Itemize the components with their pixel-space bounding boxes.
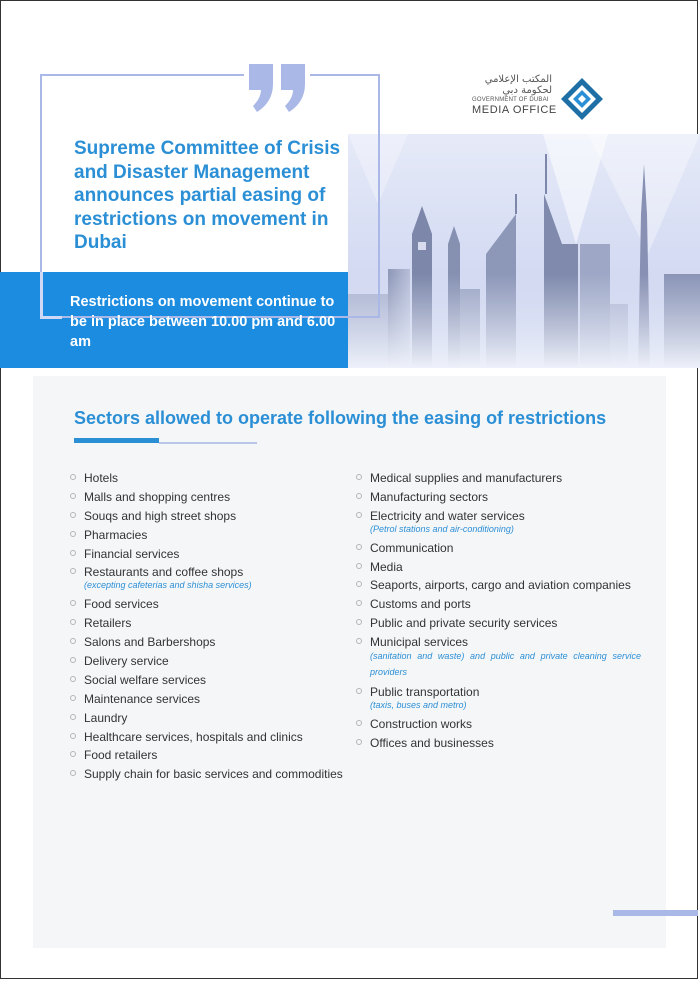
sector-item bbox=[70, 616, 350, 630]
circle-bullet-icon bbox=[70, 770, 76, 776]
sector-label: Food retailers bbox=[84, 748, 158, 763]
sector-item bbox=[70, 654, 350, 668]
circle-bullet-icon bbox=[70, 550, 76, 556]
sector-label: Electricity and water services bbox=[370, 508, 525, 523]
sector-label: Media bbox=[370, 559, 403, 574]
circle-bullet-icon bbox=[356, 720, 362, 726]
sector-label: Healthcare services, hospitals and clinics bbox=[84, 729, 303, 744]
sector-label: Supply chain for basic services and commodities bbox=[84, 767, 343, 782]
sector-item bbox=[356, 717, 641, 731]
sector-item bbox=[356, 616, 641, 630]
circle-bullet-icon bbox=[70, 733, 76, 739]
quote-icon bbox=[247, 62, 309, 114]
sector-item bbox=[70, 547, 350, 561]
logo-arabic-line1: المكتب الإعلامي bbox=[484, 74, 552, 85]
sector-label: Public and private security services bbox=[370, 616, 558, 631]
sectors-heading: Sectors allowed to operate following the easing of restrictions bbox=[74, 408, 607, 428]
sectors-list-left bbox=[70, 471, 350, 786]
circle-bullet-icon bbox=[70, 751, 76, 757]
sector-label: Municipal services bbox=[370, 635, 469, 650]
banner-frame-line-horizontal bbox=[40, 316, 62, 319]
sector-item bbox=[70, 509, 350, 523]
sector-label: Maintenance services bbox=[84, 691, 201, 706]
sector-item bbox=[356, 541, 641, 555]
sector-label: Offices and businesses bbox=[370, 735, 494, 750]
logo-government-text: GOVERNMENT OF DUBAI bbox=[472, 97, 549, 103]
circle-bullet-icon bbox=[356, 619, 362, 625]
sector-note: (taxis, buses and metro) bbox=[370, 700, 467, 711]
circle-bullet-icon bbox=[70, 600, 76, 606]
circle-bullet-icon bbox=[70, 638, 76, 644]
circle-bullet-icon bbox=[356, 544, 362, 550]
logo-media-office-text: MEDIA OFFICE bbox=[472, 104, 557, 116]
circle-bullet-icon bbox=[356, 638, 362, 644]
sector-item bbox=[356, 597, 641, 611]
heading-underline-thin bbox=[159, 442, 257, 444]
sector-item bbox=[70, 528, 350, 542]
sectors-list-right bbox=[356, 471, 641, 755]
circle-bullet-icon bbox=[356, 512, 362, 518]
sector-item bbox=[356, 685, 641, 712]
logo-arabic-text bbox=[472, 74, 552, 96]
circle-bullet-icon bbox=[356, 493, 362, 499]
circle-bullet-icon bbox=[70, 619, 76, 625]
sector-label: Malls and shopping centres bbox=[84, 489, 231, 504]
sector-item bbox=[70, 748, 350, 762]
sector-label: Food services bbox=[84, 597, 159, 612]
sector-item bbox=[356, 635, 641, 680]
sector-label: Customs and ports bbox=[370, 597, 471, 612]
circle-bullet-icon bbox=[70, 493, 76, 499]
diamond-logo-icon bbox=[560, 77, 604, 121]
sector-label: Seaports, airports, cargo and aviation companies bbox=[370, 578, 631, 593]
circle-bullet-icon bbox=[70, 568, 76, 574]
sector-item bbox=[70, 767, 350, 781]
sector-label: Social welfare services bbox=[84, 672, 207, 687]
sector-item bbox=[356, 490, 641, 504]
circle-bullet-icon bbox=[356, 474, 362, 480]
sector-label: Medical supplies and manufacturers bbox=[370, 471, 563, 485]
sector-item bbox=[70, 597, 350, 611]
banner-frame-line bbox=[40, 272, 43, 318]
city-skyline-image bbox=[348, 134, 700, 368]
sector-label: Communication bbox=[370, 540, 454, 555]
sector-item bbox=[70, 635, 350, 649]
sector-item bbox=[356, 509, 641, 536]
sector-item bbox=[356, 471, 641, 485]
circle-bullet-icon bbox=[70, 474, 76, 480]
sector-note: (excepting cafeterias and shisha services) bbox=[84, 580, 252, 591]
circle-bullet-icon bbox=[356, 600, 362, 606]
banner-text: Restrictions on movement continue to be in place between 10.00 pm and 6.00 am bbox=[70, 294, 336, 350]
sector-item bbox=[70, 490, 350, 504]
sector-item bbox=[356, 578, 641, 592]
sector-label: Souqs and high street shops bbox=[84, 508, 237, 523]
circle-bullet-icon bbox=[70, 512, 76, 518]
sector-label: Public transportation bbox=[370, 685, 480, 700]
decorative-bar bbox=[613, 910, 698, 916]
circle-bullet-icon bbox=[356, 563, 362, 569]
sector-label: Manufacturing sectors bbox=[370, 489, 489, 504]
sector-label: Delivery service bbox=[84, 654, 169, 669]
sector-note: (sanitation and waste) and public and private cleaning service providers bbox=[370, 651, 641, 677]
circle-bullet-icon bbox=[70, 695, 76, 701]
sector-item bbox=[70, 673, 350, 687]
logo-arabic-line2: لحكومة دبي bbox=[502, 85, 552, 96]
sector-item bbox=[70, 711, 350, 725]
sector-label: Retailers bbox=[84, 616, 132, 631]
sector-label: Financial services bbox=[84, 546, 180, 561]
sector-label: Restaurants and coffee shops bbox=[84, 565, 244, 580]
circle-bullet-icon bbox=[356, 581, 362, 587]
sector-item bbox=[356, 736, 641, 750]
sector-label: Hotels bbox=[84, 471, 119, 485]
circle-bullet-icon bbox=[356, 688, 362, 694]
circle-bullet-icon bbox=[70, 676, 76, 682]
sector-label: Salons and Barbershops bbox=[84, 635, 216, 650]
sector-item bbox=[70, 730, 350, 744]
page-title: Supreme Committee of Crisis and Disaster Management announces partial easing of restrictions on movement in Dubai bbox=[74, 138, 341, 253]
circle-bullet-icon bbox=[70, 531, 76, 537]
circle-bullet-icon bbox=[70, 714, 76, 720]
dubai-media-office-logo bbox=[472, 74, 612, 124]
sector-note: (Petrol stations and air-conditioning) bbox=[370, 523, 514, 534]
sector-label: Construction works bbox=[370, 716, 473, 731]
circle-bullet-icon bbox=[356, 739, 362, 745]
sector-label: Laundry bbox=[84, 710, 128, 725]
sector-item bbox=[70, 692, 350, 706]
heading-underline bbox=[74, 438, 159, 443]
sector-label: Pharmacies bbox=[84, 527, 148, 542]
sector-item bbox=[70, 471, 350, 485]
sector-item bbox=[356, 560, 641, 574]
sector-item bbox=[70, 565, 350, 592]
circle-bullet-icon bbox=[70, 657, 76, 663]
